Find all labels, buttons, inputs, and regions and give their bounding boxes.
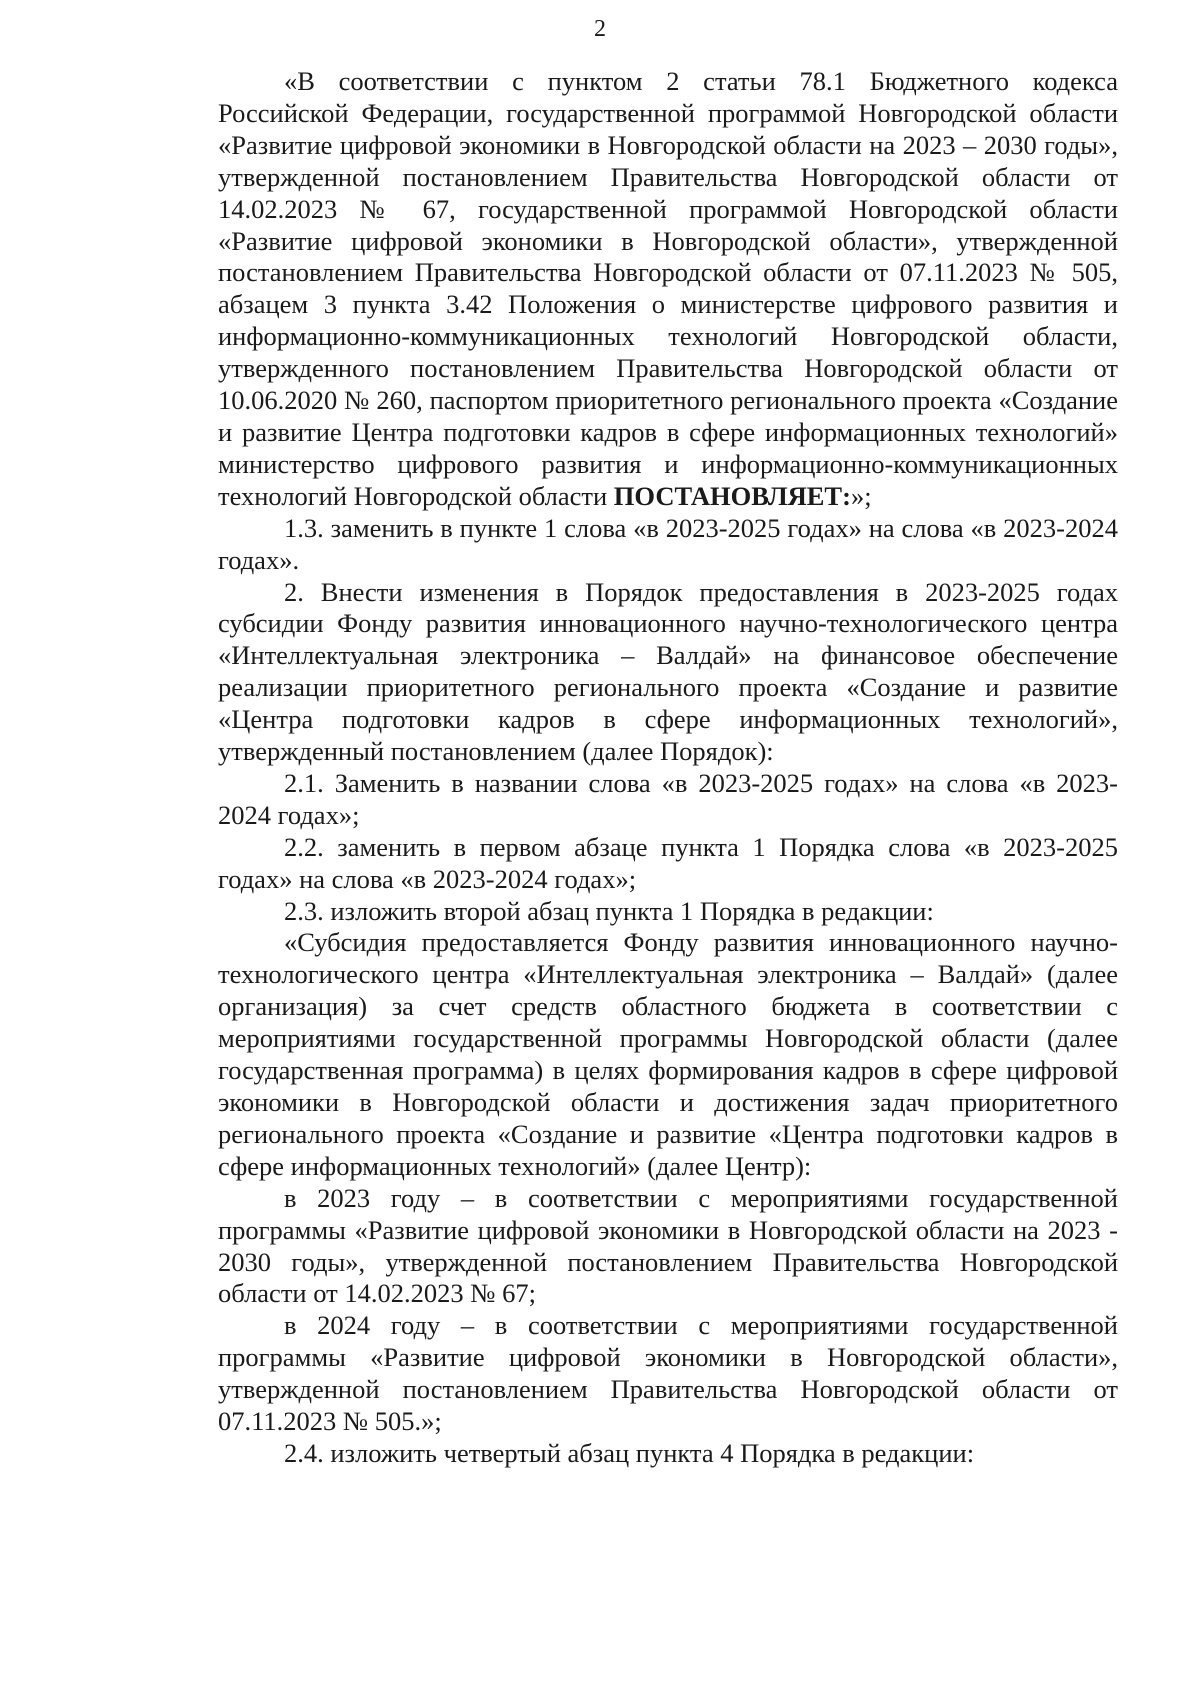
resolution-tail: »;: [850, 480, 872, 511]
paragraph-2: 2. Внести изменения в Порядок предоставления в 2023-2025 годах субсидии Фонду развития инновационного научно-технологического центра «Интеллектуальная электроника – Валдай» на финансовое обеспечение реализации приоритетного регионального проекта «Создание и развитие «Центра подготовки кадров в сфере информационных технологий», утвержденный постановлением (далее Порядок):: [218, 576, 1118, 767]
resolution-word: ПОСТАНОВЛЯЕТ:: [613, 480, 851, 511]
document-body: [218, 66, 1118, 1470]
paragraph-2-3: 2.3. изложить второй абзац пункта 1 Порядка в редакции:: [284, 895, 934, 926]
page-number: 2: [594, 16, 606, 42]
paragraph-1-3: 1.3. заменить в пункте 1 слова «в 2023-2025 годах» на слова «в 2023-2024 годах».: [218, 512, 1118, 575]
paragraph-2-1: 2.1. Заменить в названии слова «в 2023-2025 годах» на слова «в 2023-2024 годах»;: [218, 767, 1118, 830]
paragraph-2023: в 2023 году – в соответствии с мероприятиями государственной программы «Развитие цифровой экономики в Новгородской области на 2023 - 2030 годы», утвержденной постановлением Правительства Новгородской области от 14.02.2023 № 67;: [218, 1182, 1118, 1309]
paragraph-2-2: 2.2. заменить в первом абзаце пункта 1 Порядка слова «в 2023-2025 годах» на слова «в 2023-2024 годах»;: [218, 831, 1118, 894]
paragraph-legal-basis: [218, 66, 1118, 513]
legal-basis-text: «В соответствии с пунктом 2 статьи 78.1 Бюджетного кодекса Российской Федерации, государственной программой Новгородской области «Развитие цифровой экономики в Новгородской области на 2023 – 2030 годы», утвержденной постановлением Правительства Новгородской области от 14.02.2023 № 67, государственной программой Новгородской области «Развитие цифровой экономики в Новгородской области», утвержденной постановлением Правительства Новгородской области от 07.11.2023 № 505, абзацем 3 пункта 3.42 Положения о министерстве цифрового развития и информационно-коммуникационных технологий Новгородской области, утвержденного постановлением Правительства Новгородской области от 10.06.2020 № 260, паспортом приоритетного регионального проекта «Создание и развитие Центра подготовки кадров в сфере информационных технологий» министерство цифрового развития и информационно-коммуникационных технологий Новгородской области: [218, 66, 1118, 511]
paragraph-2-4: 2.4. изложить четвертый абзац пункта 4 Порядка в редакции:: [284, 1437, 975, 1468]
paragraph-2024: в 2024 году – в соответствии с мероприятиями государственной программы «Развитие цифровой экономики в Новгородской области», утвержденной постановлением Правительства Новгородской области от 07.11.2023 № 505.»;: [218, 1310, 1118, 1437]
paragraph-subsidy: «Субсидия предоставляется Фонду развития инновационного научно-технологического центра «Интеллектуальная электроника – Валдай» (далее организация) за счет средств областного бюджета в соответствии с мероприятиями государственной программы Новгородской области (далее государственная программа) в целях формирования кадров в сфере цифровой экономики в Новгородской области и достижения задач приоритетного регионального проекта «Создание и развитие «Центра подготовки кадров в сфере информационных технологий» (далее Центр):: [218, 927, 1118, 1181]
